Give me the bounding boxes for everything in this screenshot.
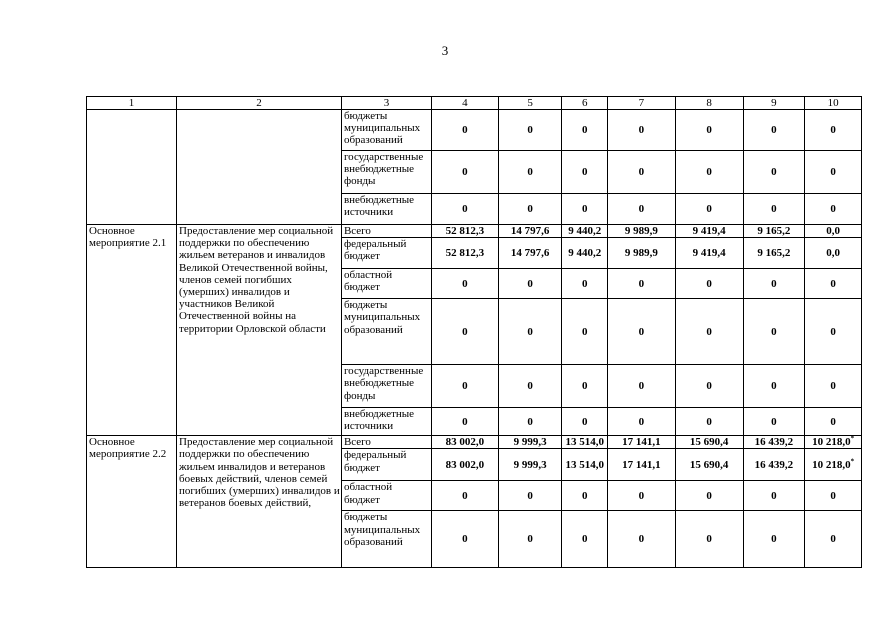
value-cell: 0 — [805, 269, 862, 299]
page-number: 3 — [441, 43, 449, 58]
value-cell: 0 — [607, 151, 675, 194]
value-cell: 0 — [675, 110, 743, 151]
value-cell: 52 812,3 — [431, 238, 498, 269]
value-cell: 0 — [498, 151, 562, 194]
value-cell: 0 — [607, 481, 675, 511]
column-number: 4 — [431, 97, 498, 110]
table-row — [87, 110, 862, 151]
value-cell: 83 002,0 — [431, 436, 498, 449]
value-cell: 0 — [805, 110, 862, 151]
value-cell: 9 419,4 — [675, 225, 743, 238]
value-cell: 0 — [498, 481, 562, 511]
value-cell: 9 165,2 — [743, 225, 805, 238]
funding-source: внебюджетные источники — [341, 194, 431, 225]
value-cell: 0 — [675, 511, 743, 568]
value-cell: 0 — [675, 194, 743, 225]
value-cell: 0 — [431, 299, 498, 365]
column-number: 8 — [675, 97, 743, 110]
funding-source: государственные внебюджетные фонды — [341, 365, 431, 408]
value-cell: 9 989,9 — [607, 238, 675, 269]
value-cell: 0 — [498, 269, 562, 299]
value-cell: 0 — [431, 269, 498, 299]
column-number: 2 — [177, 97, 342, 110]
value-cell: 0 — [743, 269, 805, 299]
value-cell: 0,0 — [805, 238, 862, 269]
value-cell: 0 — [498, 110, 562, 151]
value-cell: 9 165,2 — [743, 238, 805, 269]
value-cell: 0 — [743, 408, 805, 436]
value-cell: 9 419,4 — [675, 238, 743, 269]
value-cell: 9 999,3 — [498, 449, 562, 481]
event-description: Предоставление мер социальной поддержки по обеспечению жильем инвалидов и ветеранов боевых действий, членов семей погибших (умерших) инвалидов и ветеранов боевых действий, — [177, 436, 342, 568]
value-cell: 14 797,6 — [498, 238, 562, 269]
value-cell: 9 440,2 — [562, 238, 608, 269]
value-cell: 0 — [743, 511, 805, 568]
value-cell: 0 — [431, 194, 498, 225]
event-description: Предоставление мер социальной поддержки по обеспечению жильем ветеранов и инвалидов Великой Отечественной войны, членов семей погибших (умерших) инвалидов и участников Великой Отечественной войны на территории Орловской области — [177, 225, 342, 436]
value-cell: 15 690,4 — [675, 436, 743, 449]
value-cell: 0 — [562, 408, 608, 436]
value-text: 10 218,0 — [812, 436, 851, 449]
value-cell: 13 514,0 — [562, 449, 608, 481]
value-cell: 0 — [431, 365, 498, 408]
value-cell: 0 — [743, 365, 805, 408]
value-cell: 0 — [805, 511, 862, 568]
funding-source: областной бюджет — [341, 269, 431, 299]
funding-source: бюджеты муниципальных образований — [341, 511, 431, 568]
value-cell: 9 989,9 — [607, 225, 675, 238]
column-number-row — [87, 97, 862, 110]
value-cell — [805, 436, 862, 449]
value-cell: 0 — [805, 299, 862, 365]
value-cell: 13 514,0 — [562, 436, 608, 449]
value-cell: 0 — [562, 299, 608, 365]
value-cell: 0 — [498, 511, 562, 568]
column-number: 9 — [743, 97, 805, 110]
value-cell: 0 — [562, 194, 608, 225]
value-cell: 17 141,1 — [607, 449, 675, 481]
value-cell: 9 440,2 — [562, 225, 608, 238]
value-cell: 0 — [431, 110, 498, 151]
funding-source: Всего — [341, 436, 431, 449]
funding-source: бюджеты муниципальных образований — [341, 110, 431, 151]
value-cell: 0 — [743, 299, 805, 365]
column-number: 6 — [562, 97, 608, 110]
value-cell: 0 — [607, 194, 675, 225]
funding-source: внебюджетные источники — [341, 408, 431, 436]
funding-source: бюджеты муниципальных образований — [341, 299, 431, 365]
footnote-mark: * — [850, 435, 855, 443]
value-cell: 0 — [498, 299, 562, 365]
value-cell: 0 — [805, 481, 862, 511]
event-name-cell — [87, 110, 177, 225]
value-cell: 0 — [743, 194, 805, 225]
funding-source: Всего — [341, 225, 431, 238]
column-number: 7 — [607, 97, 675, 110]
table-row — [87, 436, 862, 449]
value-cell: 0 — [607, 365, 675, 408]
column-number: 3 — [341, 97, 431, 110]
value-cell: 0 — [607, 408, 675, 436]
value-cell: 0 — [562, 481, 608, 511]
value-cell: 0 — [675, 299, 743, 365]
footnote-mark: * — [850, 457, 855, 466]
value-cell: 0 — [431, 408, 498, 436]
value-cell: 0 — [431, 481, 498, 511]
event-description-cell — [177, 110, 342, 225]
value-cell: 16 439,2 — [743, 449, 805, 481]
value-text: 10 218,0 — [812, 458, 851, 471]
value-cell: 0 — [805, 408, 862, 436]
value-cell: 0 — [562, 269, 608, 299]
value-cell: 0 — [743, 110, 805, 151]
value-cell: 0 — [805, 365, 862, 408]
value-cell: 0 — [498, 194, 562, 225]
funding-table — [86, 96, 862, 568]
value-cell: 0 — [805, 194, 862, 225]
column-number: 5 — [498, 97, 562, 110]
value-cell: 14 797,6 — [498, 225, 562, 238]
value-cell — [805, 449, 862, 481]
value-cell: 0 — [675, 269, 743, 299]
value-cell: 0 — [562, 110, 608, 151]
funding-source: государственные внебюджетные фонды — [341, 151, 431, 194]
value-cell: 15 690,4 — [675, 449, 743, 481]
value-cell: 0 — [562, 511, 608, 568]
value-cell: 0 — [607, 511, 675, 568]
value-cell: 0 — [498, 408, 562, 436]
event-name: Основное мероприятие 2.1 — [87, 225, 177, 436]
value-cell: 83 002,0 — [431, 449, 498, 481]
event-name: Основное мероприятие 2.2 — [87, 436, 177, 568]
value-cell: 0,0 — [805, 225, 862, 238]
value-cell: 0 — [675, 365, 743, 408]
value-cell: 0 — [431, 151, 498, 194]
value-cell: 0 — [607, 269, 675, 299]
column-number: 10 — [805, 97, 862, 110]
funding-source: федеральный бюджет — [341, 449, 431, 481]
value-cell: 0 — [562, 365, 608, 408]
value-cell: 0 — [562, 151, 608, 194]
value-cell: 0 — [743, 481, 805, 511]
value-cell: 0 — [805, 151, 862, 194]
value-cell: 0 — [431, 511, 498, 568]
table-row — [87, 225, 862, 238]
column-number: 1 — [87, 97, 177, 110]
value-cell: 9 999,3 — [498, 436, 562, 449]
value-cell: 16 439,2 — [743, 436, 805, 449]
funding-source: федеральный бюджет — [341, 238, 431, 269]
value-cell: 17 141,1 — [607, 436, 675, 449]
value-cell: 0 — [607, 299, 675, 365]
value-cell: 0 — [743, 151, 805, 194]
value-cell: 52 812,3 — [431, 225, 498, 238]
value-cell: 0 — [675, 408, 743, 436]
value-cell: 0 — [498, 365, 562, 408]
value-cell: 0 — [675, 481, 743, 511]
value-cell: 0 — [675, 151, 743, 194]
funding-source: областной бюджет — [341, 481, 431, 511]
value-cell: 0 — [607, 110, 675, 151]
